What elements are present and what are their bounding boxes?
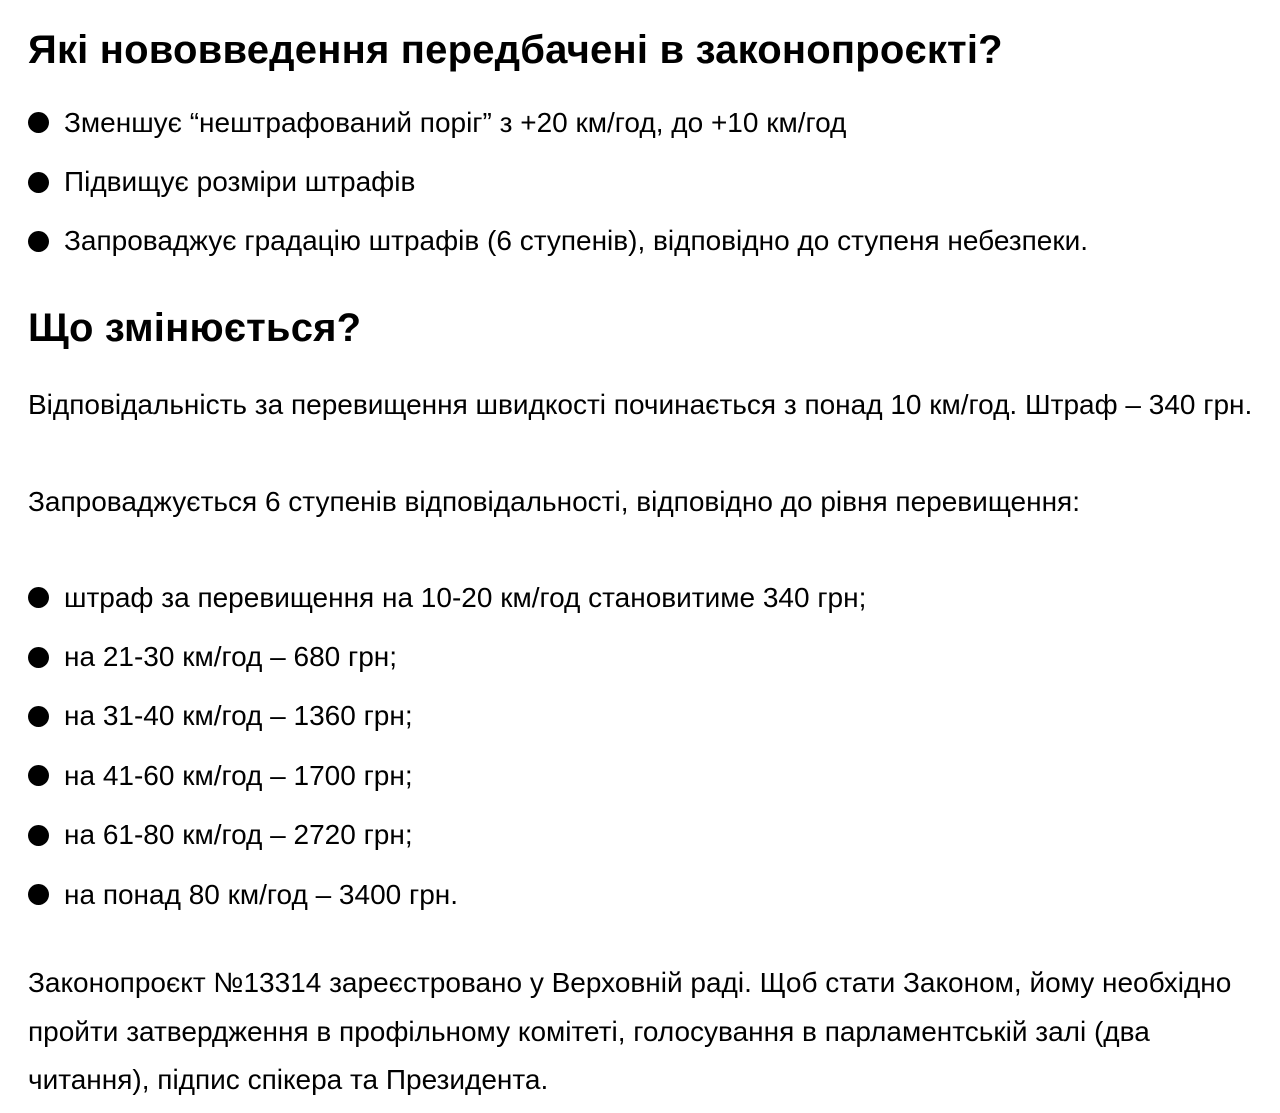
list-item [28, 865, 866, 924]
bullet-icon [28, 765, 49, 786]
heading-changes: Що змінюється? [28, 306, 362, 350]
bullet-icon [28, 884, 49, 905]
heading-innovations: Які нововведення передбачені в законопроєкті? [28, 28, 1003, 72]
list-item [28, 152, 1088, 211]
bullet-icon [28, 587, 49, 608]
list-item [28, 212, 1088, 271]
law-status-paragraph: Законопроєкт №13314 зареєстровано у Верховній раді. Щоб стати Законом, йому необхідно пройти затвердження в профільному комітеті, голосування в парламентській залі (два читання), підпис спікера та Президента. [28, 967, 1232, 1095]
list-item [28, 568, 866, 627]
bullet-icon [28, 172, 49, 193]
list-item-text: на 41-60 км/год – 1700 грн; [64, 759, 413, 791]
list-item-text: штраф за перевищення на 10-20 км/год становитиме 340 грн; [64, 581, 867, 613]
list-item-text: на 31-40 км/год – 1360 грн; [64, 700, 413, 732]
list-item-text: Запроваджує градацію штрафів (6 ступенів), відповідно до ступеня небезпеки. [64, 225, 1089, 257]
list-item [28, 93, 1088, 152]
degrees-paragraph: Запроваджується 6 ступенів відповідальності, відповідно до рівня перевищення: [28, 486, 1080, 517]
responsibility-paragraph: Відповідальність за перевищення швидкості починається з понад 10 км/год. Штраф – 340 грн. [28, 389, 1253, 420]
list-item-text: на понад 80 км/год – 3400 грн. [64, 878, 459, 910]
list-item-text: на 21-30 км/год – 680 грн; [64, 641, 398, 673]
list-item [28, 687, 866, 746]
innovations-list [28, 93, 1088, 271]
list-item-text: на 61-80 км/год – 2720 грн; [64, 819, 413, 851]
bullet-icon [28, 647, 49, 668]
bullet-icon [28, 112, 49, 133]
list-item [28, 627, 866, 686]
bullet-icon [28, 231, 49, 252]
list-item-text: Зменшує “нештрафований поріг” з +20 км/год, до +10 км/год [64, 106, 847, 138]
bullet-icon [28, 825, 49, 846]
bullet-icon [28, 706, 49, 727]
list-item-text: Підвищує розміри штрафів [64, 166, 416, 198]
list-item [28, 746, 866, 805]
list-item [28, 806, 866, 865]
fines-list [28, 568, 866, 924]
